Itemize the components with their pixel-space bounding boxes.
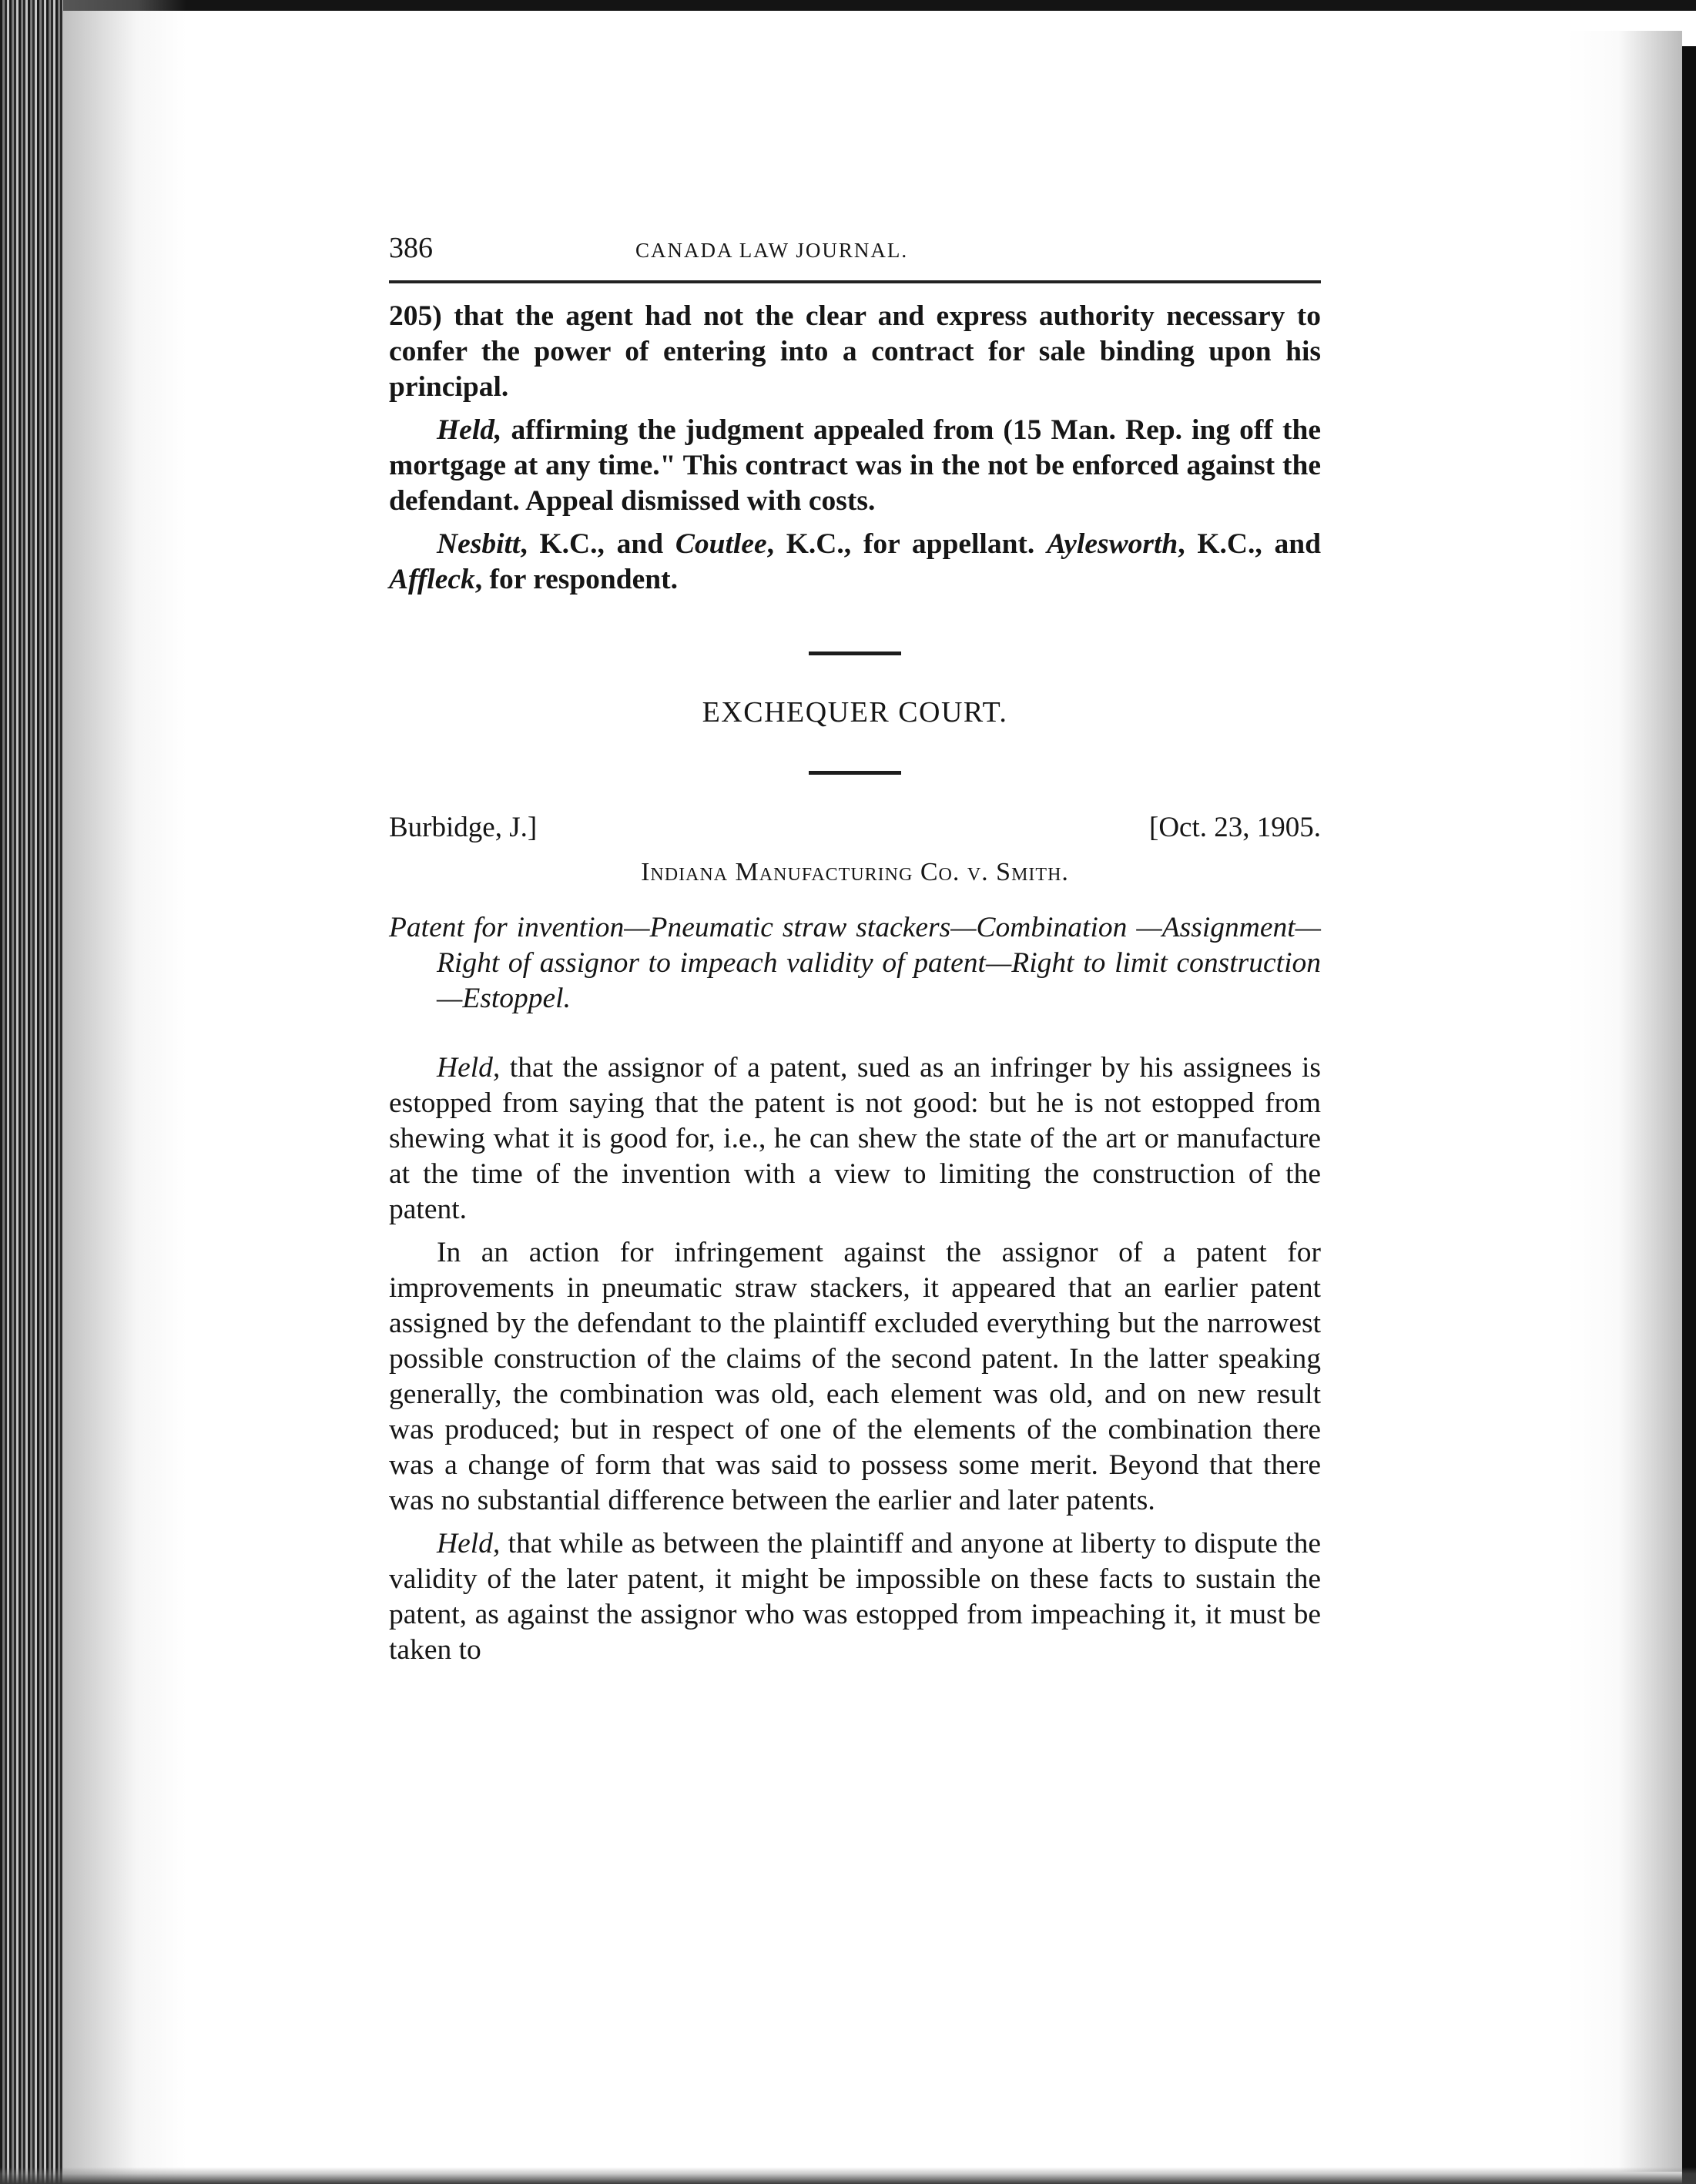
previous-case-holding: [389, 413, 1321, 519]
judge-name: Burbidge, J.]: [389, 812, 538, 843]
section-spacer: [389, 598, 1321, 652]
scan-binding-edge: [0, 0, 63, 2184]
scan-border-top: [0, 0, 1696, 11]
journal-title: CANADA LAW JOURNAL.: [635, 239, 909, 262]
paragraph-text: that while as between the plaintiff and anyone at liberty to dispute the validity of the later patent, it might be impossible on these facts to sustain the patent, as against the assignor who was estopped from impeaching it, it must be taken to: [389, 1528, 1321, 1666]
scan-shadow-right: [1567, 31, 1682, 2172]
counsel-text: , K.C., for appellant.: [766, 528, 1047, 560]
case-body: [389, 1050, 1321, 1668]
counsel-name-nesbitt: Nesbitt: [437, 528, 521, 560]
case-paragraph-2: In an action for infringement against the assignor of a patent for improvements in pneumatic straw stackers, it appeared that an earlier patent assigned by the defendant to the plaintiff excluded everything but the narrowest possible construction of the claims of the second patent. In the latter speaking generally, the combination was old, each element was old, and on new result was produced; but in respect of one of the elements of the combination there was a change of form that was said to possess some merit. Beyond that there was no substantial difference between the earlier and later patents.: [389, 1237, 1321, 1516]
court-title: EXCHEQUER COURT.: [702, 696, 1008, 729]
page-number: 386: [389, 232, 433, 264]
case-paragraph-1: [389, 1050, 1321, 1228]
held-label: Held,: [437, 414, 502, 446]
running-head: [389, 231, 1321, 277]
decision-date: [Oct. 23, 1905.: [1149, 812, 1321, 843]
case-title: Indiana Manufacturing Co. v. Smith.: [641, 858, 1069, 886]
counsel-name-aylesworth: Aylesworth: [1047, 528, 1178, 560]
section-divider-top: [809, 652, 901, 655]
counsel-name-coutlee: Coutlee: [675, 528, 767, 560]
counsel-text: , K.C., and: [520, 528, 675, 560]
header-rule: [389, 280, 1321, 283]
scan-shadow-left: [63, 0, 186, 2184]
counsel-text: , K.C., and: [1178, 528, 1321, 560]
section-divider-bottom: [809, 771, 901, 775]
case-paragraph-3: [389, 1526, 1321, 1668]
held-label: Held,: [437, 1528, 501, 1559]
paragraph-text: that the assignor of a patent, sued as an infringer by his assignees is estopped from saying that the patent is not good: but he is not estopped from shewing what it is good for, i.e., he can shew the state of the art or manufacture at the time of the invention with a view to limiting the construction of the patent.: [389, 1052, 1321, 1225]
previous-case-paragraph: 205) that the agent had not the clear and express authority necessary to confer the power of entering into a contract for sale binding upon his principal.: [389, 300, 1321, 403]
held-label: Held,: [437, 1052, 501, 1084]
scan-border-right: [1682, 46, 1696, 2184]
counsel-text: , for respondent.: [474, 564, 678, 595]
counsel-name-affleck: Affleck: [389, 564, 475, 595]
journal-page: [389, 231, 1321, 1668]
judge-date-line: [389, 810, 1321, 846]
counsel-line: [389, 527, 1321, 598]
holding-text: affirming the judgment appealed from (15 Man. Rep. ing off the mortgage at any time." This contract was in the not be enforced against the defendant. Appeal dismissed with costs.: [389, 414, 1321, 517]
case-headnote: Patent for invention—Pneumatic straw stackers—Combination —Assignment—Right of assignor to impeach validity of patent—Right to limit construction—Estoppel.: [389, 912, 1321, 1014]
scan-border-bottom: [0, 2167, 1696, 2184]
